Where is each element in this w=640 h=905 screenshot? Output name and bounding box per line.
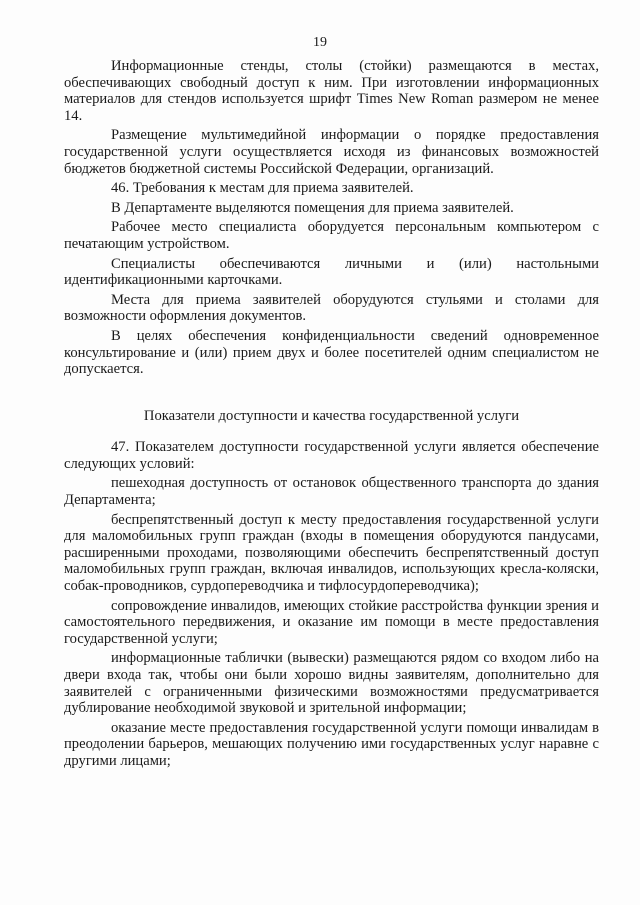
list-item-assistance: оказание месте предоставления государственной услуги помощи инвалидам в преодолении барьеров, мешающих получению ими государственных услуг наравне с другими лицами; <box>64 719 599 769</box>
list-item-signage: информационные таблички (вывески) размещаются рядом со входом либо на двери входа так, чтобы они были хорошо видны заявителям, дополнительно для заявителей с ограниченными физическими возможностями предусматривается дублирование необходимой звуковой и зрительной информации; <box>64 650 599 717</box>
paragraph-confidentiality: В целях обеспечения конфиденциальности сведений одновременное консультирование и (или) прием двух и более посетителей одним специалистом не допускается. <box>64 327 599 378</box>
page-number: 19 <box>313 35 327 50</box>
paragraph-premises: В Департаменте выделяются помещения для приема заявителей. <box>111 199 514 216</box>
paragraph-info-stands: Информационные стенды, столы (стойки) размещаются в местах, обеспечивающих свободный доступ к ним. При изготовлении информационных материалов для стендов используется шрифт Times New Roman размером не менее 14. <box>64 58 599 124</box>
list-item-escort: сопровождение инвалидов, имеющих стойкие расстройства функции зрения и самостоятельного передвижения, и оказание им помощи в месте предоставления государственной услуги; <box>64 597 599 647</box>
list-item-pedestrian: пешеходная доступность от остановок общественного транспорта до здания Департамента; <box>64 475 599 509</box>
paragraph-workplace: Рабочее место специалиста оборудуется персональным компьютером с печатающим устройством. <box>64 219 599 252</box>
section-heading: Показатели доступности и качества государственной услуги <box>143 407 520 424</box>
document-body <box>64 58 599 773</box>
paragraph-id-cards: Специалисты обеспечиваются личными и (или) настольными идентификационными карточками. <box>64 255 599 289</box>
paragraph-seating: Места для приема заявителей оборудуются стульями и столами для возможности оформления документов. <box>64 291 599 325</box>
paragraph-multimedia: Размещение мультимедийной информации о порядке предоставления государственной услуги осуществляется исходя из финансовых возможностей бюджетов бюджетной системы Российской Федерации, организаций. <box>64 127 599 177</box>
paragraph-47-accessibility: 47. Показателем доступности государственной услуги является обеспечение следующих условий: <box>64 439 599 472</box>
paragraph-46-requirements: 46. Требования к местам для приема заявителей. <box>111 180 414 197</box>
list-item-barrier-free: беспрепятственный доступ к месту предоставления государственной услуги для маломобильных групп граждан (входы в помещения оборудуются пандусами, расширенными проходами, позволяющими обеспечить беспрепятственный доступ маломобильных групп граждан, включая инвалидов, использующих кресла-коляски, собак-проводников, сурдопереводчика и тифлосурдопереводчика); <box>64 511 599 595</box>
